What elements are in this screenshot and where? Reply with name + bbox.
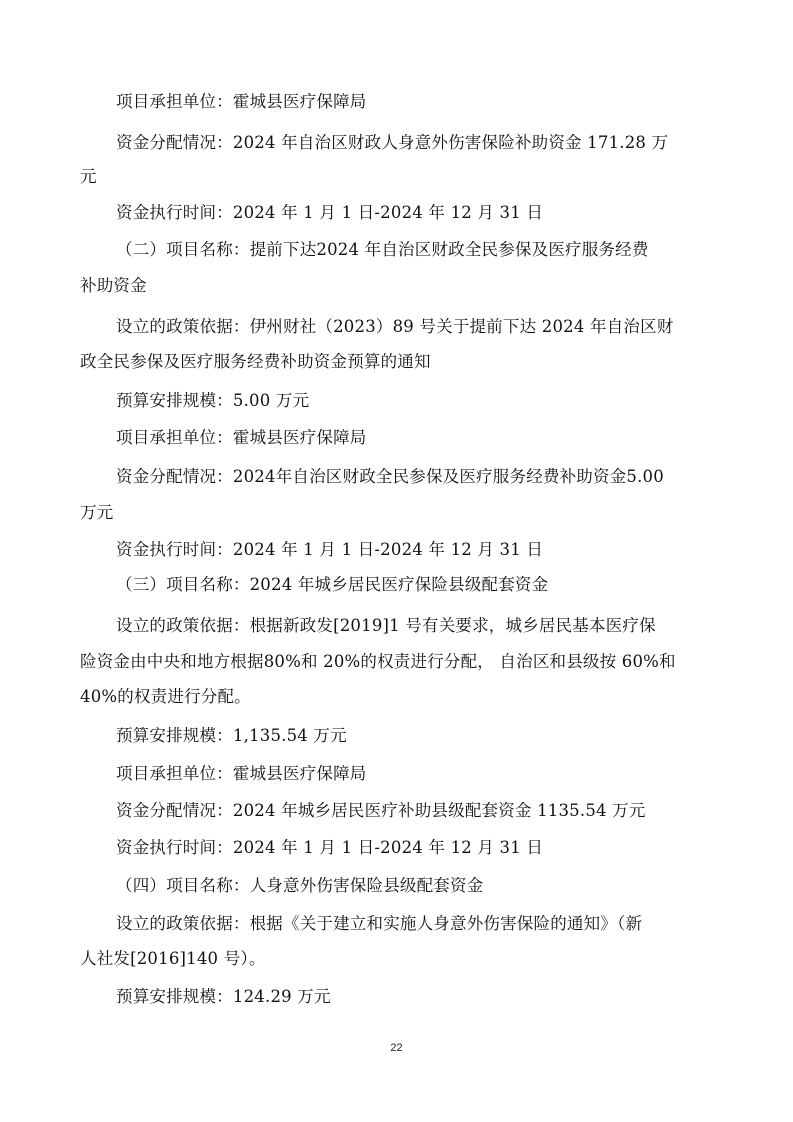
text-line: 资金分配情况：2024 年自治区财政人身意外伤害保险补助资金 171.28 万 [116,133,669,152]
text-line: 40%的权责进行分配。 [80,687,251,706]
text-line: 项目承担单位：霍城县医疗保障局 [116,92,367,111]
text-line: 设立的政策依据：伊州财社（2023）89 号关于提前下达 2024 年自治区财 [116,317,674,336]
text-line: 设立的政策依据：根据新政发[2019]1 号有关要求，城乡居民基本医疗保 [116,616,656,635]
text-line: 资金执行时间：2024 年 1 月 1 日-2024 年 12 月 31 日 [116,540,544,559]
section-heading: （四）项目名称：人身意外伤害保险县级配套资金 [116,876,484,895]
text-line: 预算安排规模：5.00 万元 [116,391,310,410]
text-line: 资金执行时间：2024 年 1 月 1 日-2024 年 12 月 31 日 [116,203,544,222]
text-line: 资金分配情况：2024 年城乡居民医疗补助县级配套资金 1135.54 万元 [116,801,646,820]
text-line: 项目承担单位：霍城县医疗保障局 [116,428,367,447]
page-number: 22 [390,1042,403,1054]
text-line: 元 [80,167,97,186]
text-line: 设立的政策依据：根据《关于建立和实施人身意外伤害保险的通知》（新 [116,914,643,933]
text-line: 补助资金 [80,276,147,295]
text-line: 预算安排规模：124.29 万元 [116,987,331,1006]
text-line: 资金执行时间：2024 年 1 月 1 日-2024 年 12 月 31 日 [116,838,544,857]
text-line: 项目承担单位：霍城县医疗保障局 [116,764,367,783]
text-line: 资金分配情况：2024年自治区财政全民参保及医疗服务经费补助资金5.00 [116,467,664,486]
text-line: 险资金由中央和地方根据80%和 20%的权责进行分配， 自治区和县级按 60%和 [80,652,676,671]
text-line: 万元 [80,503,114,522]
section-heading: （二）项目名称：提前下达2024 年自治区财政全民参保及医疗服务经费 [116,240,649,259]
text-line: 预算安排规模：1,135.54 万元 [116,726,347,745]
section-heading: （三）项目名称：2024 年城乡居民医疗保险县级配套资金 [116,575,549,594]
text-line: 政全民参保及医疗服务经费补助资金预算的通知 [80,352,431,371]
text-line: 人社发[2016]140 号）。 [80,949,266,968]
